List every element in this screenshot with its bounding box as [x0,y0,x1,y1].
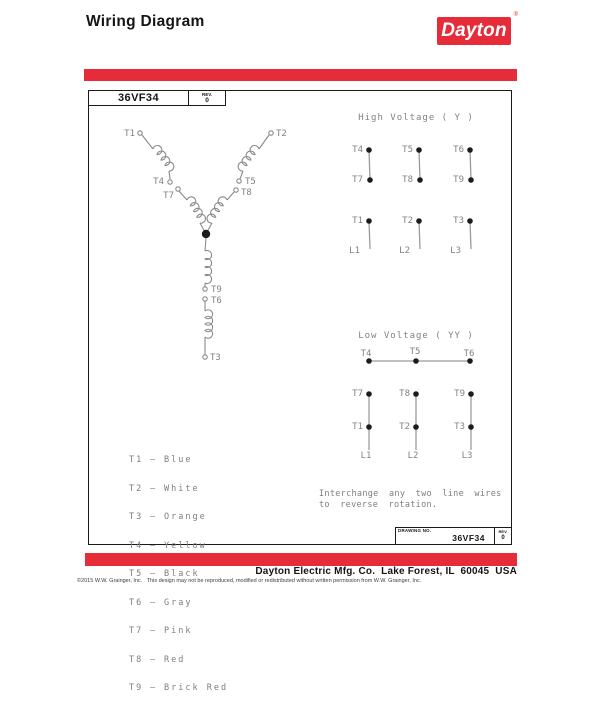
dayton-logo [437,12,518,45]
legend-row [129,513,228,523]
legend-color: Blue [164,455,193,465]
low-voltage-title: Low Voltage ( YY ) [358,331,474,341]
terminal-label-T4: T4 [153,177,164,187]
dayton-logo-text: Dayton [441,20,507,41]
lv-label-T5: T5 [409,347,421,357]
legend-color: Gray [164,597,193,608]
legend-color: Brick Red [164,683,229,693]
hv-label-L2: L2 [399,246,410,256]
high-voltage-title: High Voltage ( Y ) [358,113,474,123]
lv-label-T3: T3 [454,422,465,432]
lv-label-L2: L2 [407,451,419,461]
legend-terminal: T3 [129,512,144,522]
terminal-label-T7: T7 [163,191,174,201]
legend-terminal: T7 [129,626,144,636]
legend-terminal: T8 [129,654,144,665]
low-voltage-diagram [352,331,474,461]
legend-color: White [164,483,200,494]
hv-label-T2: T2 [402,216,413,226]
terminal-label-T1: T1 [124,129,135,139]
legend-dash: — [150,540,158,551]
rotation-note-line1: Interchange any two line wires [319,489,502,499]
hv-label-T8: T8 [402,175,413,185]
legend-terminal: T6 [129,597,144,608]
legend-dash: — [150,569,158,579]
legend-dash: — [150,654,158,665]
legend-dash: — [150,512,158,522]
rev-label: REV. [498,529,508,534]
legend-color: Yellow [164,540,207,551]
drawing-no-label: DRAWING NO. [398,528,432,533]
legend-dash: — [150,683,158,693]
lv-label-T8: T8 [399,389,410,399]
lv-label-L1: L1 [360,451,372,461]
lv-label-T7: T7 [352,389,363,399]
legend-terminal: T4 [129,540,144,551]
y-winding-diagram [124,129,287,363]
legend-dash: — [150,626,158,636]
legend-row [129,542,228,552]
lv-label-T6: T6 [463,349,475,359]
legend-color: Orange [164,512,207,522]
legend-terminal: T5 [129,569,144,579]
lv-label-T1: T1 [352,422,363,432]
rev-label: REV. [201,92,213,97]
drawing-number: 36VF34 [118,92,159,104]
legend-row [129,627,228,637]
hv-label-L3: L3 [450,246,461,256]
rev-value: 0 [501,534,505,541]
registered-trademark-icon: ® [513,12,518,18]
legend-dash: — [150,597,158,608]
terminal-label-T6: T6 [211,296,222,306]
rev-value: 0 [205,97,209,104]
legend-terminal: T1 [129,455,144,465]
legend-row [129,684,228,694]
drawing-no-value: 36VF34 [452,532,485,543]
copyright-notice: ©2015 W.W. Grainger, Inc. This design may not be reproduced, modified or redistributed without written permission from W.W. Grainger, Inc. [77,578,422,584]
page-title: Wiring Diagram [86,13,205,30]
legend-dash: — [150,455,158,465]
legend-row [129,485,228,495]
revision-cell [494,528,511,544]
terminal-label-T3: T3 [210,353,221,363]
legend-terminal: T2 [129,483,144,494]
hv-label-T5: T5 [402,145,413,155]
rotation-note [319,489,502,511]
lv-label-L3: L3 [461,451,473,461]
hv-label-T6: T6 [453,145,464,155]
legend-terminal: T9 [129,683,144,693]
terminal-label-T2: T2 [276,129,287,139]
bottom-red-divider [85,553,517,566]
lv-label-T2: T2 [399,422,410,432]
hv-label-T9: T9 [453,175,464,185]
star-point-dot [202,230,210,238]
lv-label-T9: T9 [454,389,465,399]
terminal-label-T5: T5 [245,177,256,187]
terminal-label-T9: T9 [211,285,222,295]
legend-row [129,656,228,666]
hv-label-T3: T3 [453,216,464,226]
hv-label-T1: T1 [352,216,363,226]
hv-label-T4: T4 [352,145,363,155]
legend-color: Red [164,654,186,665]
drawing-number-cell [396,528,494,544]
rotation-note-line2: to reverse rotation. [319,500,438,510]
company-address: Dayton Electric Mfg. Co. Lake Forest, IL 60045 USA [255,566,517,577]
high-voltage-diagram [349,113,474,256]
legend-dash: — [150,483,158,494]
terminal-label-T8: T8 [241,188,252,198]
title-block-bottom [395,527,512,545]
legend-color: Black [164,569,200,579]
legend-row [129,456,228,466]
hv-label-T7: T7 [352,175,363,185]
lv-label-T4: T4 [360,349,372,359]
legend-color: Pink [164,626,193,636]
lead-color-legend [129,437,228,713]
top-red-divider [84,69,517,81]
hv-label-L1: L1 [349,246,360,256]
